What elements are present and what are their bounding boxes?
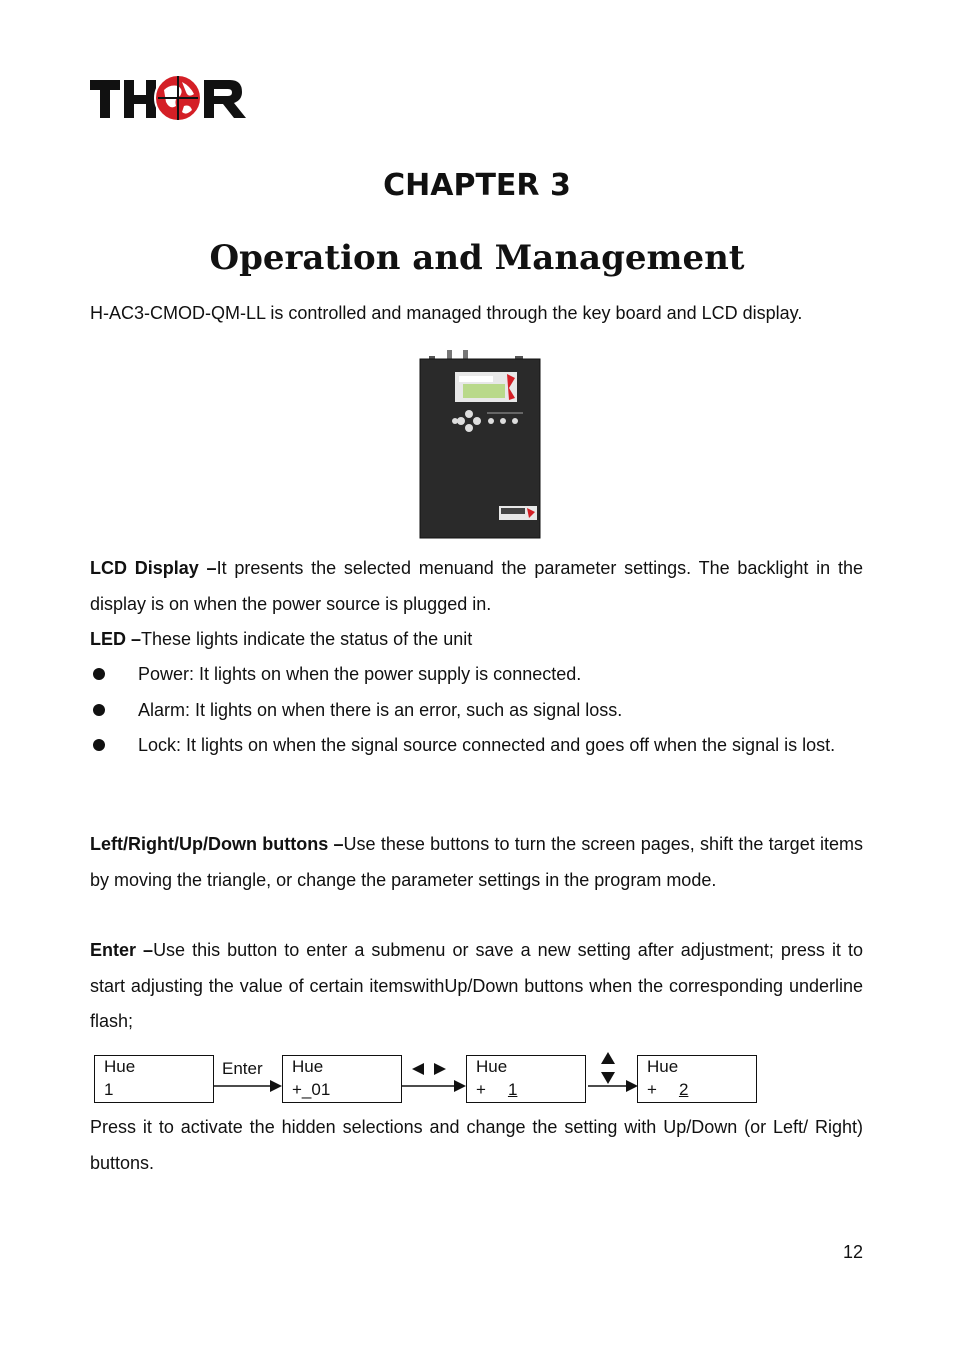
flow-box-value bbox=[476, 1080, 517, 1100]
flow-box-value-1 bbox=[466, 1055, 586, 1103]
led-text: These lights indicate the status of the unit bbox=[141, 629, 473, 649]
page-number: 12 bbox=[843, 1242, 864, 1262]
thor-logo-graphic bbox=[90, 68, 252, 124]
intro-paragraph: H-AC3-CMOD-QM-LL is controlled and managed through the key board and LCD display. bbox=[90, 303, 803, 323]
flow-box-initial bbox=[94, 1055, 214, 1103]
led-term: LED – bbox=[90, 629, 142, 649]
flow-box-sign: + bbox=[647, 1080, 657, 1099]
flow-box-digit: 1 bbox=[507, 1080, 518, 1099]
lcd-display-text: It presents the selected menuand the parameter settings. The backlight in the display is on when the power source is plugged in. bbox=[90, 558, 863, 614]
enter-paragraph bbox=[90, 933, 863, 1040]
bullet-icon bbox=[93, 739, 105, 751]
arrow-right-icon bbox=[212, 1078, 284, 1094]
device-image bbox=[419, 348, 541, 539]
direction-buttons-text: Use these buttons to turn the screen pages, shift the target items by moving the triangle, or change the parameter settings in the program mode. bbox=[90, 834, 863, 890]
flow-box-value bbox=[647, 1080, 688, 1100]
flow-box-label: Hue bbox=[476, 1057, 508, 1076]
flow-enter-label: Enter bbox=[222, 1059, 263, 1078]
list-item-text: Power: It lights on when the power supply is connected. bbox=[138, 664, 582, 684]
led-paragraph bbox=[90, 622, 863, 658]
thor-logo bbox=[90, 68, 252, 124]
list-item-lock bbox=[90, 730, 863, 760]
bullet-icon bbox=[93, 668, 105, 680]
flow-box-label: Hue bbox=[292, 1057, 324, 1076]
direction-buttons-term: Left/Right/Up/Down buttons – bbox=[90, 834, 344, 854]
list-item-text: Alarm: It lights on when there is an error, such as signal loss. bbox=[138, 700, 623, 720]
enter-term: Enter – bbox=[90, 940, 154, 960]
bullet-icon bbox=[93, 704, 105, 716]
page-title: Operation and Management bbox=[209, 238, 745, 278]
flow-box-value: 1 bbox=[104, 1080, 114, 1099]
flow-box-digit: 2 bbox=[678, 1080, 689, 1099]
chapter-heading: CHAPTER 3 bbox=[383, 168, 571, 203]
list-item-alarm bbox=[90, 695, 863, 725]
arrow-right-icon bbox=[586, 1078, 640, 1094]
flow-box-adjust bbox=[282, 1055, 402, 1103]
left-right-arrows-icon bbox=[408, 1060, 450, 1078]
lcd-display-term: LCD Display – bbox=[90, 558, 217, 578]
arrow-right-icon bbox=[400, 1078, 468, 1094]
flow-box-sign: + bbox=[476, 1080, 486, 1099]
flow-box-value: +_01 bbox=[292, 1080, 331, 1099]
enter-text: Use this button to enter a submenu or save a new setting after adjustment; press it to start adjusting the value of certain itemswithUp/Down buttons when the corresponding underline flash; bbox=[90, 940, 863, 1031]
flow-box-label: Hue bbox=[104, 1057, 136, 1076]
lcd-display-paragraph bbox=[90, 551, 863, 622]
direction-buttons-paragraph bbox=[90, 827, 863, 898]
list-item-text: Lock: It lights on when the signal source connected and goes off when the signal is lost. bbox=[138, 735, 836, 755]
press-paragraph: Press it to activate the hidden selections and change the setting with Up/Down (or Left/ Right) buttons. bbox=[90, 1117, 863, 1173]
flow-box-value-2 bbox=[637, 1055, 757, 1103]
flow-box-label: Hue bbox=[647, 1057, 679, 1076]
list-item-power bbox=[90, 659, 863, 689]
